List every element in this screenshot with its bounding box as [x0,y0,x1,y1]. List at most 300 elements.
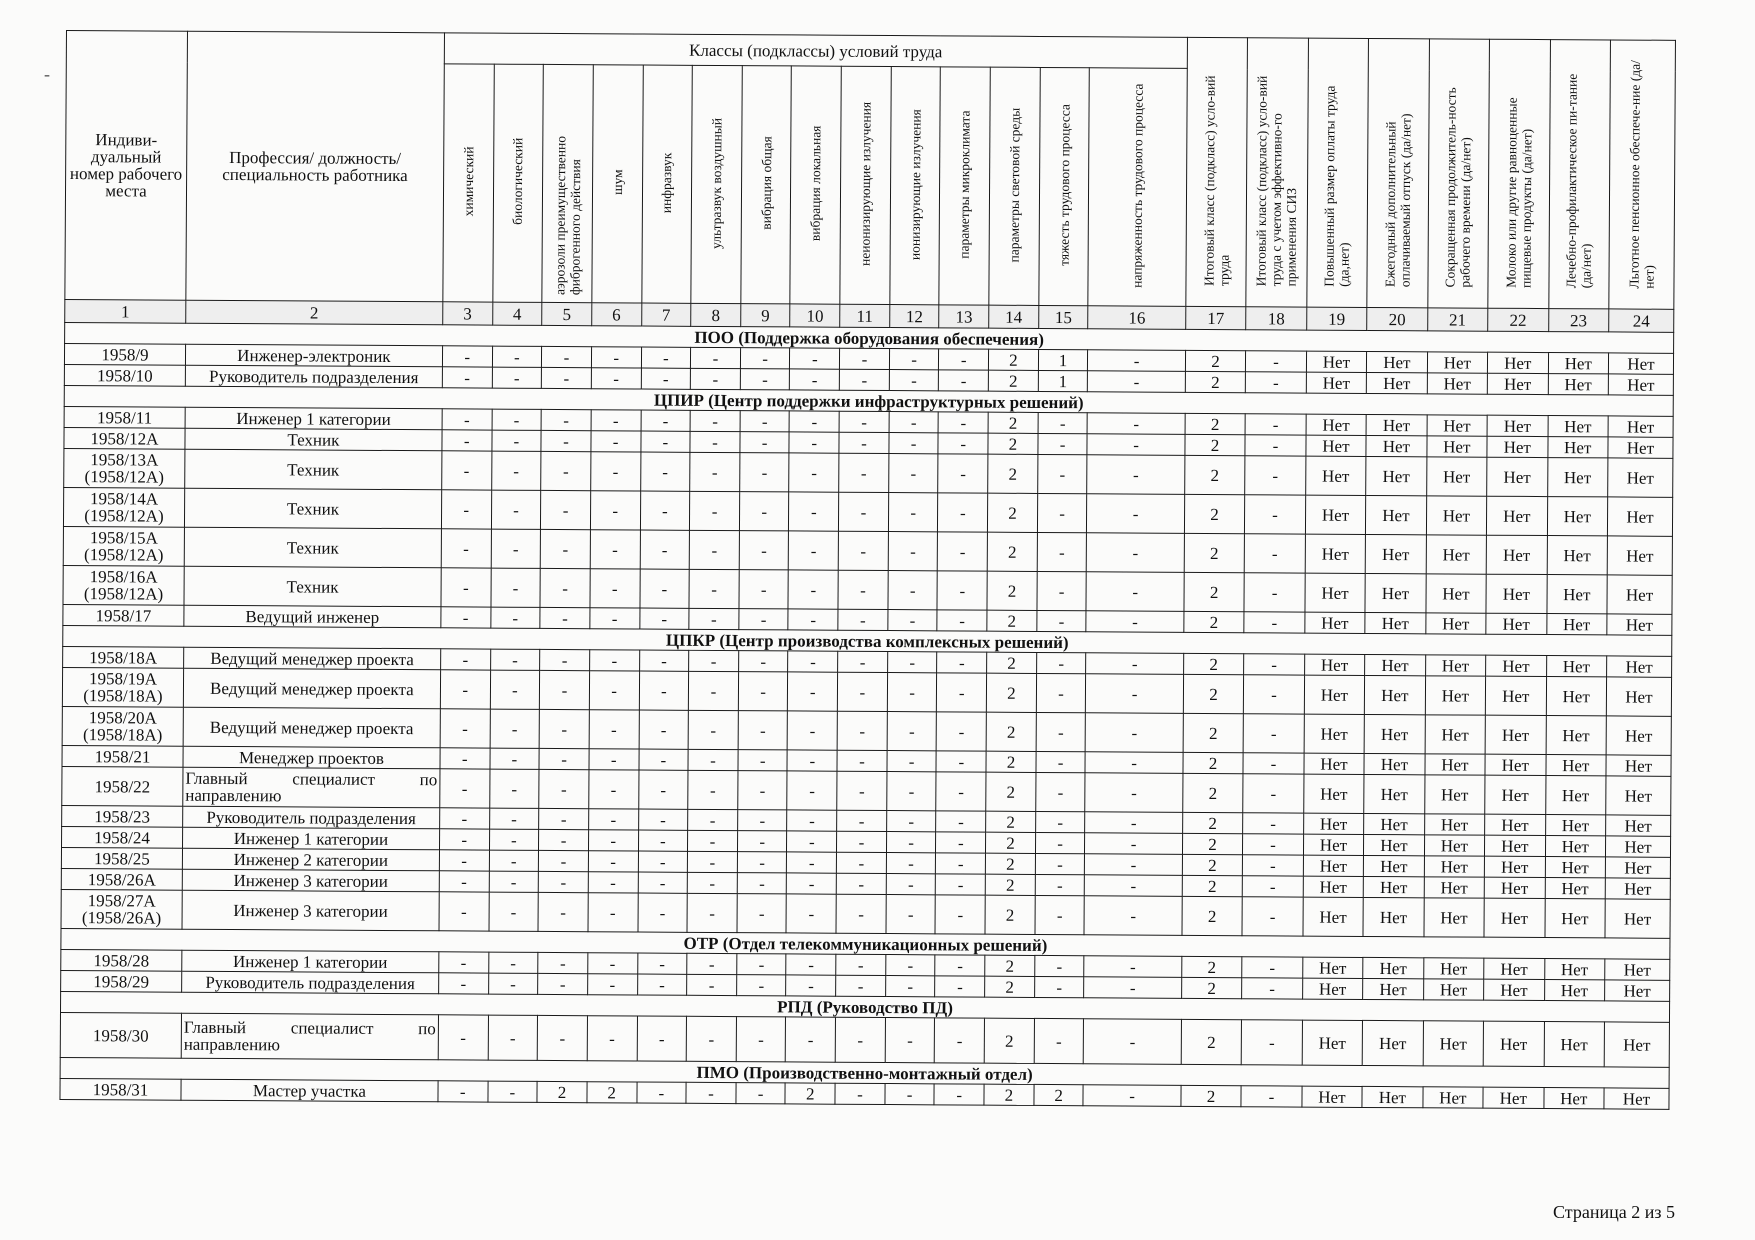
table-cell: Нет [1484,979,1545,1000]
table-cell: - [689,530,739,569]
table-cell: Нет [1305,573,1366,612]
table-cell: - [935,895,985,934]
table-cell: - [737,873,787,894]
table-cell: - [1086,653,1184,675]
table-cell: - [641,368,691,389]
table-cell: - [537,1015,587,1060]
profession: Ведущий менеджер проекта [183,707,440,748]
table-cell: 2 [985,874,1035,895]
table-cell: - [787,810,837,831]
column-number: 19 [1306,307,1367,330]
table-cell: - [1087,533,1185,573]
table-cell: Нет [1364,855,1425,876]
table-cell: - [839,369,889,390]
table-cell: 2 [987,532,1037,571]
workplace-number: 1958/29 [61,970,182,992]
table-cell: Нет [1364,753,1425,774]
table-cell: 1 [1038,349,1088,370]
table-cell: - [839,492,889,531]
column-number: 7 [641,303,691,326]
table-cell: - [1244,534,1305,573]
table-cell: Нет [1487,415,1548,436]
column-number: 16 [1088,306,1186,330]
table-cell: 2 [1184,533,1245,572]
table-cell: Нет [1366,435,1427,456]
table-cell: - [488,973,538,994]
table-cell: Нет [1364,813,1425,834]
column-number: 11 [840,304,890,327]
table-cell: - [1084,896,1182,936]
table-cell: - [491,568,541,607]
table-cell: - [1246,372,1307,393]
table-cell: - [439,871,489,892]
table-cell: Нет [1306,372,1367,393]
workplace-number: 1958/10 [64,364,185,386]
table-cell: - [736,1017,786,1062]
table-cell: - [934,1084,984,1105]
table-cell: - [439,892,489,931]
table-cell: - [1035,811,1085,832]
table-cell: - [591,368,641,389]
table-cell: Нет [1486,535,1547,574]
table-cell: Нет [1605,857,1670,878]
table-cell: - [1037,493,1087,532]
table-cell: - [887,751,937,772]
table-cell: - [788,570,838,609]
table-cell: - [637,1016,687,1061]
section-title: ЦПИР (Центр поддержки инфраструктурных решений) [64,385,1673,416]
table-cell: - [641,347,691,368]
table-cell: - [540,529,590,568]
table-cell: - [839,411,889,432]
table-cell: Нет [1427,373,1488,394]
column-number: 23 [1548,309,1609,332]
table-cell: - [688,749,738,770]
table-cell: - [637,974,687,995]
table-cell: Нет [1487,496,1548,535]
table-cell: - [638,851,688,872]
table-cell: - [690,491,740,530]
table-cell: - [638,872,688,893]
table-cell: - [639,569,689,608]
table-cell: Нет [1546,656,1607,677]
profession: Инженер 3 категории [182,890,439,931]
table-cell: 2 [1185,434,1246,455]
table-cell: - [839,432,889,453]
table-cell: - [1243,813,1304,834]
profession: Техник [185,449,442,490]
table-cell: 2 [988,454,1038,493]
table-cell: Нет [1362,1020,1423,1065]
table-cell: - [639,710,689,749]
table-cell: - [687,893,737,932]
header-factor: аэрозоли преимущественно фиброгенного действия [542,64,593,302]
table-cell: - [538,892,588,931]
table-cell: Нет [1367,351,1428,372]
table-cell: 1 [1038,370,1088,391]
table-cell: - [439,952,489,973]
table-cell: - [787,750,837,771]
table-cell: - [588,893,638,932]
profession: Инженер 1 категории [182,950,439,973]
table-cell: - [937,712,987,751]
table-cell: 2 [1182,875,1243,896]
table-cell: - [1245,414,1306,435]
table-cell: - [639,671,689,710]
table-cell: - [737,810,787,831]
profession: Ведущий менеджер проекта [183,668,440,709]
table-cell: - [489,892,539,931]
table-cell: - [887,673,937,712]
table-cell: - [538,952,588,973]
table-cell: Нет [1484,958,1545,979]
table-cell: Нет [1365,534,1426,573]
table-cell: - [938,454,988,493]
table-cell: Нет [1305,456,1366,495]
table-cell: Нет [1483,1021,1544,1066]
table-cell: - [492,346,542,367]
table-cell: - [1242,876,1303,897]
table-cell: - [1087,494,1185,534]
table-cell: - [1035,955,1085,976]
table-cell: - [687,953,737,974]
table-cell: 2 [1184,611,1245,632]
table-cell: - [1036,673,1086,712]
table-cell: Нет [1363,957,1424,978]
table-cell: 2 [989,349,1039,370]
table-cell: - [1242,957,1303,978]
table-cell: 2 [986,712,1036,751]
header-milk: Молоко или другие равноценные пищевые продукты (да/нет) [1488,39,1550,308]
workplace-number: 1958/11 [64,406,185,428]
profession: Техник [184,527,441,568]
table-cell: - [542,367,592,388]
table-cell: - [1087,413,1185,435]
table-cell: - [839,453,889,492]
table-cell: - [539,748,589,769]
table-cell: - [835,1017,885,1062]
table-cell: - [738,651,788,672]
table-cell: - [1243,753,1304,774]
table-cell: Нет [1423,979,1484,1000]
table-cell: Нет [1605,878,1670,899]
header-factor: инфразвук [641,65,692,303]
table-cell: - [789,531,839,570]
table-cell: - [440,748,490,769]
column-number: 6 [592,303,642,326]
table-cell: - [889,412,939,433]
table-cell: Нет [1423,958,1484,979]
table-cell: Нет [1605,899,1670,938]
table-cell: Нет [1604,1022,1669,1067]
table-cell: 2 [985,955,1035,976]
table-cell: - [889,370,939,391]
table-cell: - [1086,713,1184,753]
table-cell: - [740,453,790,492]
table-cell: Нет [1605,836,1670,857]
section-title: РПД (Руководство ПД) [60,991,1669,1022]
table-cell: Нет [1306,414,1367,435]
table-cell: - [789,453,839,492]
table-cell: - [439,973,489,994]
table-cell: Нет [1546,716,1607,755]
table-cell: - [788,672,838,711]
workplace-number: 1958/30 [60,1012,181,1058]
table-cell: - [492,367,542,388]
table-cell: - [440,670,490,709]
column-number: 3 [443,302,493,325]
table-cell: Нет [1605,980,1670,1001]
table-cell: - [1084,1019,1182,1065]
column-number: 5 [542,302,592,325]
table-cell: - [439,829,489,850]
table-cell: - [935,976,985,997]
table-cell: - [1085,812,1183,834]
table-cell: Нет [1424,835,1485,856]
workplace-number: 1958/25 [61,847,182,869]
table-cell: - [887,652,937,673]
table-cell: Нет [1486,655,1547,676]
workplace-number: 1958/27А (1958/26А) [61,889,182,929]
table-cell: - [1244,654,1305,675]
table-cell: - [739,609,789,630]
table-cell: 2 [986,811,1036,832]
table-cell: Нет [1548,374,1609,395]
table-cell: Нет [1606,776,1671,815]
table-cell: - [936,751,986,772]
table-cell: 2 [988,433,1038,454]
table-cell: Нет [1425,715,1486,754]
table-cell: Нет [1606,677,1671,716]
header-nutrition: Лечебно-профилактическое пи-тание (да/нет) [1548,40,1610,309]
table-cell: - [786,954,836,975]
header-factor: параметры микроклимата [939,67,990,305]
table-cell: Нет [1424,856,1485,877]
table-cell: 2 [986,832,1036,853]
table-cell: - [591,452,641,491]
header-factor: вибрация локальная [790,66,841,304]
table-cell: Нет [1304,675,1365,714]
table-cell: - [587,1016,637,1061]
table-cell: Нет [1427,415,1488,436]
table-cell: - [636,1082,686,1103]
table-cell: - [442,367,492,388]
table-cell: Нет [1425,613,1486,634]
table-cell: 2 [1181,1019,1242,1064]
table-cell: - [937,571,987,610]
workplace-number: 1958/12А [64,427,185,449]
table-cell: - [838,531,888,570]
workplace-number: 1958/9 [64,343,185,365]
workplace-number: 1958/22 [62,766,183,806]
table-cell: - [1243,714,1304,753]
table-cell: - [542,346,592,367]
table-cell: - [888,454,938,493]
section-title: ОТР (Отдел телекоммуникационных решений) [61,928,1670,959]
table-cell: - [1244,612,1305,633]
table-cell: 2 [1183,752,1244,773]
table-cell: Нет [1425,655,1486,676]
table-cell: - [689,569,739,608]
table-cell: - [1242,897,1303,936]
table-cell: Нет [1545,878,1606,899]
table-cell: - [836,894,886,933]
table-cell: Нет [1544,899,1605,938]
table-cell: Нет [1483,1087,1544,1108]
table-cell: - [886,895,936,934]
table-cell: Нет [1363,897,1424,936]
table-cell: - [888,532,938,571]
table-cell: Нет [1547,536,1608,575]
table-cell: - [1246,351,1307,372]
table-cell: Нет [1545,776,1606,815]
table-cell: - [1242,978,1303,999]
workplace-number: 1958/16А (1958/12А) [63,565,184,605]
table-cell: - [886,955,936,976]
workplace-number: 1958/26А [61,868,182,890]
table-cell: Нет [1484,877,1545,898]
table-cell: - [788,711,838,750]
table-cell: - [690,431,740,452]
table-cell: - [690,410,740,431]
table-cell: - [538,871,588,892]
table-cell: 2 [1182,956,1243,977]
table-cell: - [740,369,790,390]
table-cell: - [1085,854,1183,876]
table-cell: - [885,1018,935,1063]
table-cell: - [888,493,938,532]
table-cell: - [939,349,989,370]
table-cell: Нет [1304,654,1365,675]
table-cell: 2 [1183,653,1244,674]
table-cell: Нет [1306,435,1367,456]
table-cell: Нет [1365,612,1426,633]
table-cell: Нет [1425,754,1486,775]
table-cell: Нет [1607,614,1672,635]
table-cell: - [690,368,740,389]
table-cell: - [789,492,839,531]
profession: Инженер 3 категории [182,869,439,892]
table-cell: - [489,850,539,871]
table-cell: - [539,829,589,850]
table-cell: 2 [1183,674,1244,713]
table-cell: - [935,955,985,976]
table-cell: - [589,710,639,749]
table-cell: - [789,432,839,453]
table-cell: Нет [1486,574,1547,613]
table-cell: - [936,853,986,874]
table-cell: 2 [1182,833,1243,854]
column-number: 22 [1488,308,1549,331]
table-cell: Нет [1548,353,1609,374]
table-cell: - [591,347,641,368]
table-cell: - [837,810,887,831]
table-cell: - [787,873,837,894]
table-cell: - [638,770,688,809]
table-cell: - [1037,571,1087,610]
table-cell: - [491,490,541,529]
table-cell: Нет [1427,352,1488,373]
header-factor: шум [592,65,643,303]
table-cell: Нет [1304,714,1365,753]
table-cell: - [489,871,539,892]
table-cell: - [589,650,639,671]
table-cell: - [938,493,988,532]
table-cell: Нет [1364,675,1425,714]
table-cell: - [691,347,741,368]
table-cell: - [689,671,739,710]
table-cell: - [540,607,590,628]
table-cell: 2 [985,895,1035,934]
table-cell: - [1084,977,1182,999]
table-cell: 2 [1185,371,1246,392]
table-cell: - [887,712,937,751]
table-cell: - [587,974,637,995]
table-header [65,31,1676,333]
profession: Главный специалист по направлению [183,767,440,808]
table-cell: - [888,610,938,631]
document-sheet [59,30,1676,1110]
table-cell: - [591,431,641,452]
table-cell: - [837,711,887,750]
working-conditions-table [59,30,1676,1110]
table-cell: - [1088,371,1186,393]
table-cell: - [740,348,790,369]
table-cell: Нет [1305,612,1366,633]
table-cell: - [1086,611,1184,633]
table-cell: - [640,431,690,452]
table-cell: Нет [1608,374,1673,395]
table-cell: - [490,709,540,748]
workplace-number: 1958/14А (1958/12А) [63,487,184,527]
table-cell: - [687,974,737,995]
header-extra-leave: Ежегодный дополнительный оплачиваемый отпуск (да/нет) [1367,38,1429,307]
header-factor: вибрация общая [741,66,792,304]
workplace-number: 1958/23 [62,805,183,827]
header-factor: параметры световой среды [989,67,1040,305]
table-cell: Нет [1606,755,1671,776]
table-cell: Нет [1364,714,1425,753]
table-cell: Нет [1608,416,1673,437]
profession: Инженер-электроник [185,344,442,367]
table-cell: - [1087,455,1185,495]
table-cell: - [588,830,638,851]
table-cell: Нет [1303,834,1364,855]
table-cell: Нет [1605,959,1670,980]
table-cell: Нет [1302,957,1363,978]
table-cell: 2 [1182,812,1243,833]
header-factor: химический [443,64,494,302]
workplace-number: 1958/24 [62,826,183,848]
table-cell: Нет [1424,814,1485,835]
table-cell: 2 [1181,977,1242,998]
column-number: 4 [492,302,542,325]
table-cell: - [787,852,837,873]
table-cell: - [442,451,492,490]
table-cell: - [440,769,490,808]
header-profession: Профессия/ должность/ специальность работника [186,31,445,302]
table-cell: Нет [1366,495,1427,534]
header-factor: неионизирующие излучения [840,66,891,304]
table-cell: Нет [1426,574,1487,613]
table-cell: - [488,952,538,973]
header-classes-group: Классы (подклассы) условий труда [444,33,1187,69]
profession: Техник [185,428,442,451]
column-number: 17 [1185,306,1246,329]
table-cell: - [492,409,542,430]
table-cell: Нет [1303,813,1364,834]
table-cell: 2 [986,673,1036,712]
